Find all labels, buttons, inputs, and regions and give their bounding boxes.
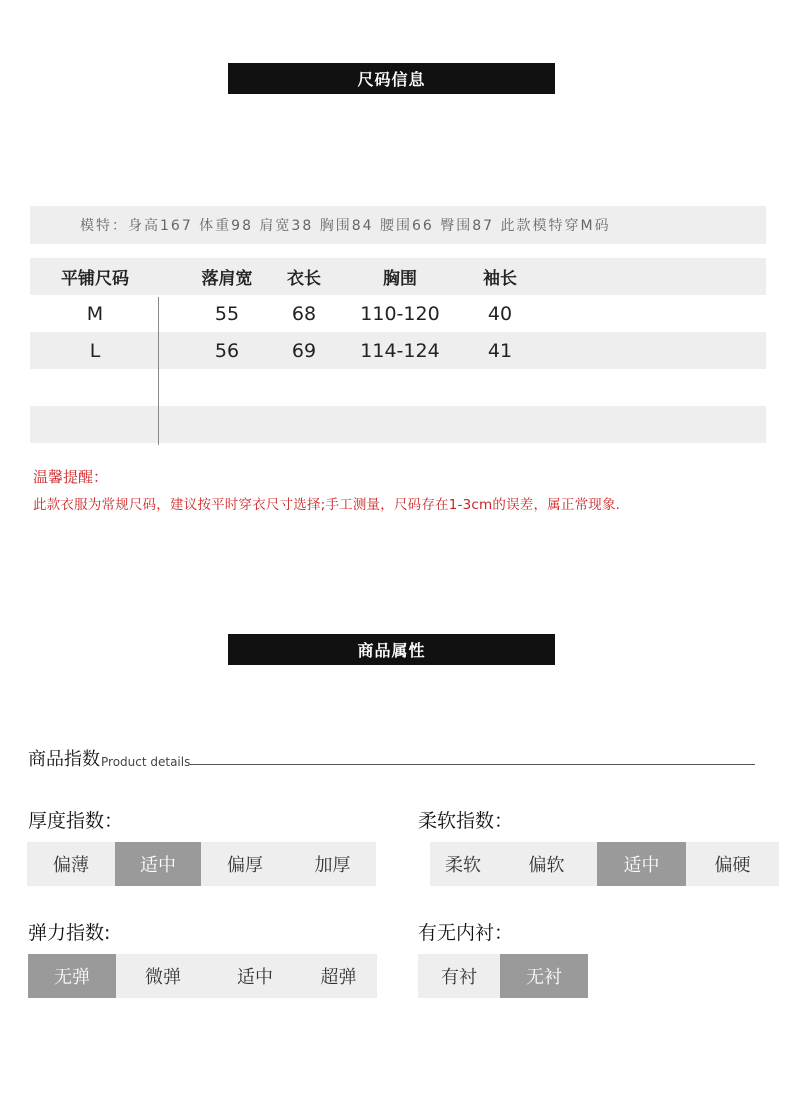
size-table-header	[30, 258, 766, 295]
thickness-label: 厚度指数：	[28, 810, 124, 832]
details-subtitle: Product details	[101, 755, 191, 769]
reminder-text: 此款衣服为常规尺码，建议按平时穿衣尺寸选择;手工测量，尺码存在1-3cm的误差，属正常现象.	[33, 497, 621, 513]
header-shoulder: 落肩宽	[201, 269, 253, 289]
cell-sleeve: 41	[487, 339, 513, 362]
thickness-option: 加厚	[314, 855, 351, 876]
table-row	[30, 295, 766, 332]
cell-bust: 114-124	[360, 339, 440, 362]
softness-options	[430, 842, 779, 886]
elasticity-option: 适中	[237, 967, 273, 988]
lining-option: 有衬	[441, 967, 477, 988]
details-divider	[190, 764, 755, 765]
cell-size: L	[89, 339, 101, 362]
table-divider	[158, 297, 159, 445]
header-bust: 胸围	[383, 269, 417, 289]
softness-option-selected: 适中	[597, 842, 686, 886]
table-row	[30, 332, 766, 369]
thickness-option: 偏薄	[53, 855, 89, 876]
cell-shoulder: 56	[214, 339, 240, 362]
lining-option-selected: 无衬	[500, 954, 588, 998]
header-length: 衣长	[287, 269, 321, 289]
elasticity-option-selected: 无弹	[28, 954, 116, 998]
details-title: 商品指数	[28, 749, 100, 770]
thickness-option: 偏厚	[227, 855, 263, 876]
lining-options	[418, 954, 588, 998]
softness-option: 偏硬	[714, 855, 751, 876]
header-size: 平铺尺码	[61, 269, 129, 289]
thickness-option-selected: 适中	[115, 842, 201, 886]
cell-shoulder: 55	[214, 302, 240, 325]
softness-option: 偏软	[528, 855, 565, 876]
cell-size: M	[86, 302, 104, 325]
table-row-empty	[30, 406, 766, 443]
thickness-options	[27, 842, 376, 886]
cell-length: 68	[291, 302, 317, 325]
cell-bust: 110-120	[360, 302, 440, 325]
size-table	[30, 258, 766, 443]
softness-option: 柔软	[445, 855, 481, 876]
elasticity-label: 弹力指数:	[28, 922, 111, 944]
cell-sleeve: 40	[487, 302, 513, 325]
lining-label: 有无内衬：	[418, 922, 514, 944]
size-info-banner: 尺码信息	[228, 63, 555, 94]
softness-label: 柔软指数：	[418, 810, 514, 832]
reminder-title: 温馨提醒：	[33, 468, 109, 486]
cell-length: 69	[291, 339, 317, 362]
header-sleeve: 袖长	[483, 269, 517, 289]
elasticity-option: 超弹	[320, 967, 357, 988]
table-row-empty	[30, 369, 766, 406]
details-heading	[28, 745, 755, 771]
elasticity-options	[28, 954, 377, 998]
model-info-bar: 模特：身高167 体重98 肩宽38 胸围84 腰围66 臀围87 此款模特穿M码	[30, 206, 766, 244]
product-attributes-banner: 商品属性	[228, 634, 555, 665]
elasticity-option: 微弹	[145, 967, 181, 988]
